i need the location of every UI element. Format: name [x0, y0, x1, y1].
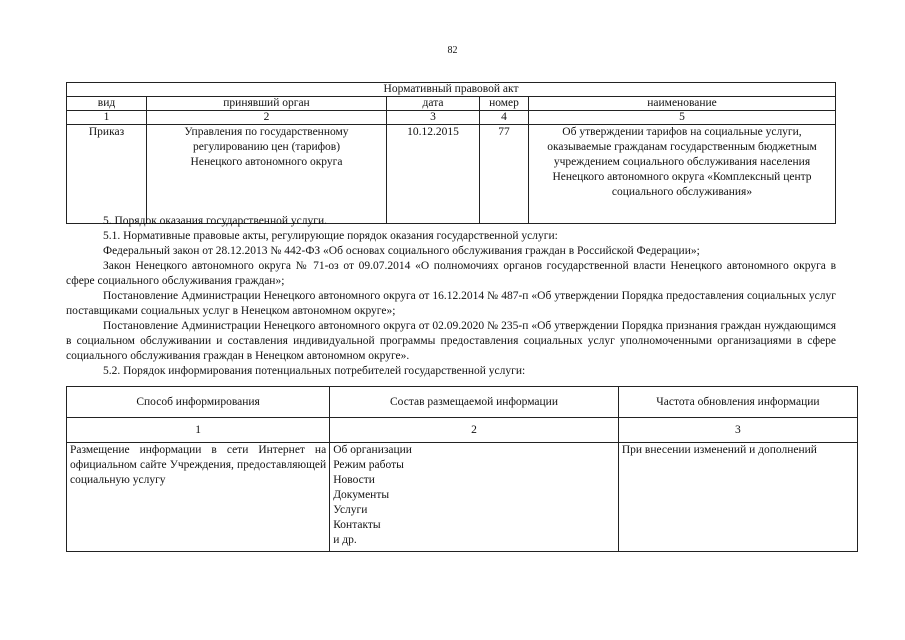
act-kind: Приказ — [67, 125, 147, 224]
informing-method: Размещение информации в сети Интернет на официальном сайте Учреждения, предоставляющей социальную услугу — [67, 443, 330, 552]
act-title-line: Ненецкого автономного округа «Комплексный центр — [552, 171, 812, 183]
list-item: Новости — [333, 474, 375, 486]
act-body-line: Ненецкого автономного округа — [190, 156, 343, 168]
column-header-body: принявший орган — [147, 97, 387, 111]
paragraph: Федеральный закон от 28.12.2013 № 442-ФЗ «Об основах социального обслуживания граждан в Российской Федерации»; — [103, 245, 700, 257]
column-header-number: номер — [480, 97, 529, 111]
list-item: и др. — [333, 534, 357, 546]
table-row — [67, 443, 858, 552]
column-header-content: Состав размещаемой информации — [330, 387, 619, 418]
list-item: Услуги — [333, 504, 368, 516]
paragraph: 5. Порядок оказания государственной услуги. — [103, 215, 327, 227]
act-body-line: Управления по государственному — [184, 126, 349, 138]
column-header-frequency: Частота обновления информации — [618, 387, 857, 418]
paragraph: 5.1. Нормативные правовые акты, регулирующие порядок оказания государственной услуги: — [103, 230, 558, 242]
act-title-line: социального обслуживания» — [611, 186, 753, 198]
column-number: 5 — [529, 111, 836, 125]
informing-table — [66, 386, 858, 552]
update-frequency: При внесении изменений и дополнений — [618, 443, 857, 552]
act-number: 77 — [480, 125, 529, 224]
act-body-line: регулированию цен (тарифов) — [192, 141, 341, 153]
page-number: 82 — [447, 45, 458, 56]
normative-act-table — [66, 82, 836, 224]
informing-content — [330, 443, 619, 552]
act-issuing-body — [147, 125, 387, 224]
paragraph: Постановление Администрации Ненецкого автономного округа от 16.12.2014 № 487-п «Об утверждении Порядка предоставления социальных услуг поставщиками социальных услуг в Ненецком автономном округе»; — [66, 290, 836, 317]
table-group-header: Нормативный правовой акт — [67, 83, 836, 97]
column-number: 4 — [480, 111, 529, 125]
list-item: Об организации — [333, 444, 412, 456]
column-number: 2 — [147, 111, 387, 125]
table-row — [67, 125, 836, 224]
column-header-date: дата — [387, 97, 480, 111]
list-item: Контакты — [333, 519, 381, 531]
act-title-line: оказываемые гражданам государственным бюджетным — [547, 141, 817, 153]
column-header-kind: вид — [67, 97, 147, 111]
column-number: 3 — [618, 418, 857, 443]
paragraph: Постановление Администрации Ненецкого автономного округа от 02.09.2020 № 235-п «Об утверждении Порядка признания граждан нуждающимся в социальном обслуживании и составления индивидуальной программы предоставления социальных услуг уполномоченными организациями в сфере социального обслуживания граждан в Ненецком автономном округе». — [66, 320, 836, 362]
column-number: 3 — [387, 111, 480, 125]
column-header-name: наименование — [529, 97, 836, 111]
act-title-line: Об утверждении тарифов на социальные услуги, — [562, 126, 802, 138]
column-header-method: Способ информирования — [67, 387, 330, 418]
act-date: 10.12.2015 — [387, 125, 480, 224]
list-item: Режим работы — [333, 459, 404, 471]
act-title-line: учреждением социального обслуживания населения — [553, 156, 811, 168]
column-number: 1 — [67, 111, 147, 125]
paragraph: Закон Ненецкого автономного округа № 71-оз от 09.07.2014 «О полномочиях органов государственной власти Ненецкого автономного округа в сфере социального обслуживания граждан»; — [66, 260, 836, 287]
list-item: Документы — [333, 489, 390, 501]
column-number: 2 — [330, 418, 619, 443]
paragraph: 5.2. Порядок информирования потенциальных потребителей государственной услуги: — [103, 365, 526, 377]
service-procedure-section — [66, 214, 836, 379]
act-title — [529, 125, 836, 224]
column-number: 1 — [67, 418, 330, 443]
